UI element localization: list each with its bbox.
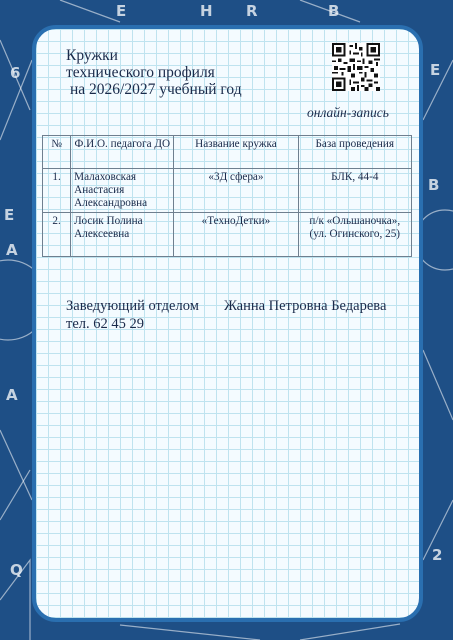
svg-text:6: 6: [10, 64, 21, 82]
club-base: п/к «Ольшаночка», (ул. Огинского, 25): [298, 213, 411, 257]
svg-text:E: E: [4, 206, 15, 224]
head-role: Заведующий отделом: [66, 298, 199, 314]
column-header-club: Название кружка: [174, 136, 298, 169]
svg-text:E: E: [116, 2, 127, 20]
svg-text:B: B: [328, 2, 340, 20]
svg-text:A: A: [6, 241, 18, 259]
table-row: [43, 213, 412, 257]
column-header-base: База проведения: [298, 136, 411, 169]
clubs-table: [42, 135, 412, 257]
contact-phone[interactable]: тел. 62 45 29: [66, 316, 145, 332]
qr-code-icon[interactable]: [332, 43, 380, 91]
online-signup-link[interactable]: онлайн-запись: [307, 105, 389, 120]
row-number: 2.: [43, 213, 71, 257]
table-row: [43, 169, 412, 213]
table-header-row: [43, 136, 412, 169]
svg-text:E: E: [430, 61, 441, 79]
column-header-number: №: [43, 136, 71, 169]
page-title: [66, 47, 242, 98]
notice-sheet: [32, 25, 423, 622]
teacher-name: Малаховская Анастасия Александровна: [71, 169, 174, 213]
title-line-2: технического профиля: [66, 64, 215, 81]
svg-text:Q: Q: [10, 561, 23, 579]
svg-text:2: 2: [432, 546, 443, 564]
title-line-3: на 2026/2027 учебный год: [70, 81, 242, 98]
club-base: БЛК, 44-4: [298, 169, 411, 213]
club-name: «ТехноДетки»: [174, 213, 298, 257]
head-name: Жанна Петровна Бедарева: [224, 298, 387, 314]
svg-text:A: A: [6, 386, 18, 404]
department-head-block: [66, 297, 386, 333]
svg-text:R: R: [246, 2, 258, 20]
club-name: «3Д сфера»: [174, 169, 298, 213]
svg-text:H: H: [200, 2, 213, 20]
title-line-1: Кружки: [66, 47, 118, 64]
teacher-name: Лосик Полина Алексеевна: [71, 213, 174, 257]
svg-text:B: B: [428, 176, 440, 194]
row-number: 1.: [43, 169, 71, 213]
column-header-teacher: Ф.И.О. педагога ДО: [71, 136, 174, 169]
